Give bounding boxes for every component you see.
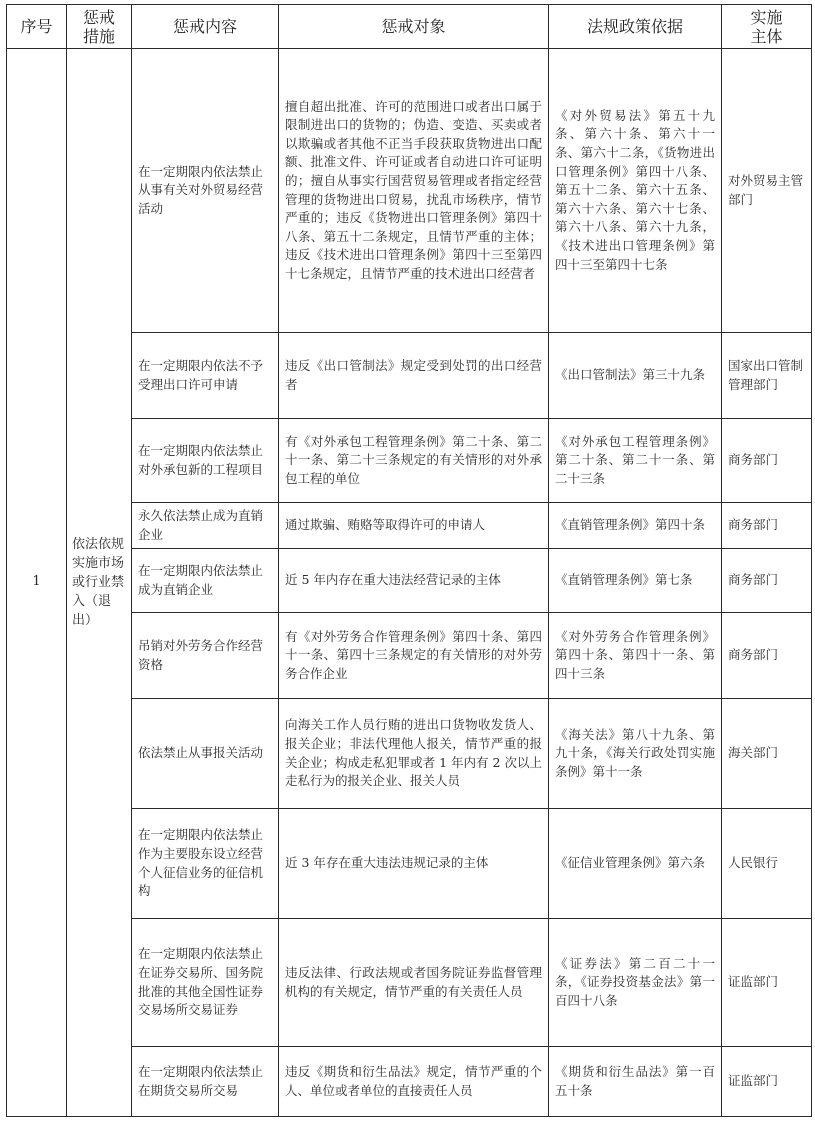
subject-cell: 商务部门	[722, 419, 812, 503]
subject-cell: 商务部门	[722, 549, 812, 613]
content-cell: 永久依法禁止成为直销企业	[132, 503, 279, 549]
content-cell: 在一定期限内依法禁止成为直销企业	[132, 549, 279, 613]
subject-cell: 人民银行	[722, 809, 812, 919]
content-cell: 在一定期限内依法禁止从事有关对外贸易经营活动	[132, 49, 279, 333]
target-cell: 违反《期货和衍生品法》规定，情节严重的个人、单位或者单位的直接责任人员	[279, 1047, 549, 1117]
basis-cell: 《直销管理条例》第七条	[549, 549, 722, 613]
basis-cell: 《对外劳务合作管理条例》第四十条、第四十一条、第四十三条	[549, 613, 722, 699]
row-seq: 1	[7, 49, 67, 1117]
content-cell: 在一定期限内依法禁止作为主要股东设立经营个人征信业务的征信机构	[132, 809, 279, 919]
header-row	[7, 5, 812, 49]
target-cell: 有《对外劳务合作管理条例》第四十条、第四十一条、第四十三条规定的有关情形的对外劳务合作企业	[279, 613, 549, 699]
subject-cell: 对外贸易主管部门	[722, 49, 812, 333]
header-content: 惩戒内容	[132, 5, 279, 49]
target-cell: 通过欺骗、贿赂等取得许可的申请人	[279, 503, 549, 549]
content-cell: 在一定期限内依法不予受理出口许可申请	[132, 333, 279, 419]
basis-cell: 《期货和衍生品法》第一百五十条	[549, 1047, 722, 1117]
header-subject: 实施 主体	[722, 5, 812, 49]
target-cell: 近 3 年存在重大违法违规记录的主体	[279, 809, 549, 919]
header-measure: 惩戒 措施	[67, 5, 132, 49]
measure-cell: 依法依规实施市场或行业禁入（退出）	[67, 49, 132, 1117]
table-row	[7, 49, 812, 333]
target-cell: 有《对外承包工程管理条例》第二十条、第二十一条、第二十三条规定的有关情形的对外承包工程的单位	[279, 419, 549, 503]
subject-cell: 证监部门	[722, 1047, 812, 1117]
header-seq: 序号	[7, 5, 67, 49]
content-cell: 吊销对外劳务合作经营资格	[132, 613, 279, 699]
basis-cell: 《海关法》第八十九条、第九十条，《海关行政处罚实施条例》第十一条	[549, 699, 722, 809]
header-basis: 法规政策依据	[549, 5, 722, 49]
basis-cell: 《证券法》第二百二十一条，《证券投资基金法》第一百四十八条	[549, 919, 722, 1047]
target-cell: 向海关工作人员行贿的进出口货物收发货人、报关企业；非法代理他人报关，情节严重的报关企业；构成走私犯罪或者 1 年内有 2 次以上走私行为的报关企业、报关人员	[279, 699, 549, 809]
content-cell: 在一定期限内依法禁止在证券交易所、国务院批准的其他全国性证券交易场所交易证券	[132, 919, 279, 1047]
basis-cell: 《对外承包工程管理条例》第二十条、第二十一条、第二十三条	[549, 419, 722, 503]
header-target: 惩戒对象	[279, 5, 549, 49]
target-cell: 近 5 年内存在重大违法经营记录的主体	[279, 549, 549, 613]
content-cell: 在一定期限内依法禁止对外承包新的工程项目	[132, 419, 279, 503]
basis-cell: 《直销管理条例》第四十条	[549, 503, 722, 549]
basis-cell: 《出口管制法》第三十九条	[549, 333, 722, 419]
subject-cell: 商务部门	[722, 613, 812, 699]
basis-cell: 《对外贸易法》第五十九条、第六十条、第六十一条、第六十二条，《货物进出口管理条例》第四十八条、第五十二条、第六十五条、第六十六条、第六十七条、第六十八条、第六十九条，《技术进出口管理条例》第四十三至第四十七条	[549, 49, 722, 333]
content-cell: 在一定期限内依法禁止在期货交易所交易	[132, 1047, 279, 1117]
subject-cell: 商务部门	[722, 503, 812, 549]
subject-cell: 海关部门	[722, 699, 812, 809]
content-cell: 依法禁止从事报关活动	[132, 699, 279, 809]
target-cell: 违反法律、行政法规或者国务院证券监督管理机构的有关规定，情节严重的有关责任人员	[279, 919, 549, 1047]
basis-cell: 《征信业管理条例》第六条	[549, 809, 722, 919]
punishment-table	[6, 4, 812, 1117]
subject-cell: 国家出口管制管理部门	[722, 333, 812, 419]
target-cell: 擅自超出批准、许可的范围进口或者出口属于限制进出口的货物的；伪造、变造、买卖或者以欺骗或者其他不正当手段获取货物进出口配额、批准文件、许可证或者自动进口许可证明的；擅自从事实行国营贸易管理或者指定经营管理的货物进出口贸易，扰乱市场秩序，情节严重的；违反《货物进出口管理条例》第四十八条、第五十二条规定，且情节严重的主体；违反《技术进出口管理条例》第四十三至第四十七条规定，且情节严重的技术进出口经营者	[279, 49, 549, 333]
document-page	[6, 4, 811, 1124]
target-cell: 违反《出口管制法》规定受到处罚的出口经营者	[279, 333, 549, 419]
subject-cell: 证监部门	[722, 919, 812, 1047]
